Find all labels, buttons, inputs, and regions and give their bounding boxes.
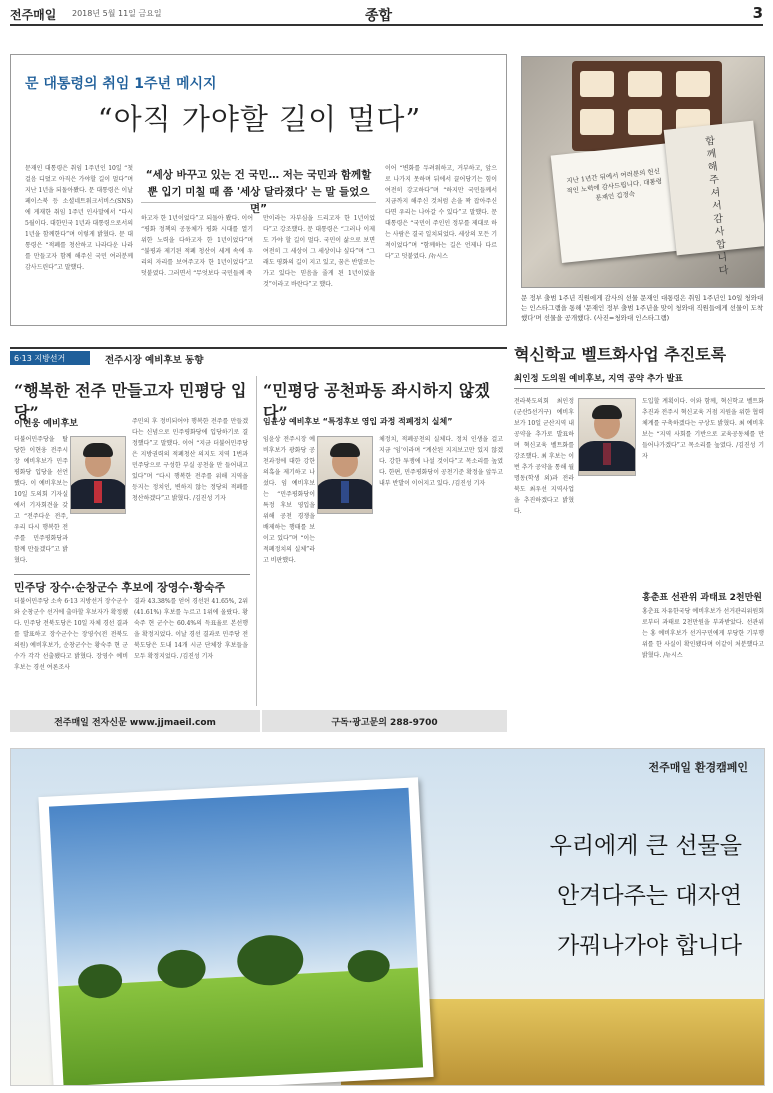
ad-line-1: 우리에게 큰 선물을 [549, 833, 742, 859]
right-story-sub: 최인정 도의원 예비후보, 지역 공약 추가 발표 [514, 372, 765, 389]
lead-headline: “아직 가야할 길이 멀다” [97, 102, 422, 136]
portrait-hair [330, 443, 360, 457]
card-message: 지난 1년간 뒤에서 여러분의 헌신적인 노력에 감사드립니다. 대통령 문재인 김정숙 [565, 167, 663, 203]
story-b [256, 376, 507, 706]
story-a-sub-column-2: 결과 43.38%를 얻어 경선된 41.65%, 2위(41.61%) 후보를 누르고 1위에 올랐다. 황숙주 현 군수는 60.4%의 득표율로 본선행을 확정지었다. 이날 경선 결과로 민주당 전북도당은 도내 14개 시군 단체장 후보들을 모두 확정지었다. /김진성 기자 [134, 598, 248, 660]
right-story [514, 340, 765, 730]
footer-web-banner: 전주매일 전자신문 www.jjmaeil.com [10, 710, 260, 732]
rice-cake [580, 71, 614, 97]
lead-story [10, 54, 507, 326]
story-a-column-1: 더불어민주당을 탈당한 이현웅 전주시장 예비후보가 민주평화당 입당을 선언했다. 이 예비후보는 10일 도의회 기자실에서 기자회견을 갖고 “전주다운 전주, 우리 다시 행복한 전주를 민주평화당과 함께 만들겠다”고 밝혔다. [14, 436, 68, 564]
story-a-headline: “행복한 전주 만들고자 민평당 입당” [14, 381, 247, 422]
masthead [10, 4, 763, 26]
section-name: 종합 [365, 8, 393, 24]
right-sub-column: 홍춘표 자유한국당 예비후보가 선거관리위원회로부터 과태료 2천만원을 부과받았다. 선관위는 홍 예비후보가 선거구민에게 부당한 기부행위를 한 사실이 확인됐다며 이같이 처분했다고 밝혔다. /뉴시스 [642, 608, 764, 659]
story-a-byline: 이현웅 예비후보 [14, 419, 78, 429]
lead-column-3: 만이라는 자부심을 드리고자 한 1년이었다”고 강조했다. 문 대통령은 “그러나 이제도 가야 할 길이 멀다. 국민이 삶으로 보면 여전히 그 세상이 그 세상이냐 싶다”며 “그래도 평화의 길이 지고 있고, 꿈은 반말로는 가고 있다는 믿음을 줄게 된 1년이었을 것”이라고 바란다”고 했다. [263, 215, 375, 288]
story-a [10, 376, 250, 706]
section-badge: 6·13 지방선거 [10, 351, 90, 365]
issue-date: 2018년 5월 11일 금요일 [72, 9, 162, 18]
footer-contact-banner: 구독·광고문의 288-9700 [262, 710, 507, 732]
lead-kicker: 문 대통령의 취임 1주년 메시지 [25, 76, 217, 92]
right-sub-headline: 홍춘표 선관위 과태료 2천만원 [642, 593, 762, 603]
thank-you-card [551, 143, 682, 263]
landscape-postcard [38, 777, 433, 1086]
ad-title: 전주매일 환경캠페인 [648, 761, 748, 774]
gift-photo [521, 56, 765, 288]
portrait-hair [83, 443, 113, 457]
story-b-column-2: 체정치, 적폐공천의 실체다. 정치 인생을 걸고 지금 ‘임’이라며 “계산된 지지보고만 있지 않겠다. 강한 투쟁에 나설 것이다”고 목소리를 높였다. 한편, 민주평화당이 공천기준 확정을 앞두고 내부 반발이 이어지고 있다. /김진성 기자 [379, 436, 503, 487]
story-b-column-1: 임윤상 전주시장 예비후보가 광화당 공천과정에 대한 강한 의혹을 제기하고 나섰다. 임 예비후보는 “민주평화당이 특정 후보 영입을 위해 공천 경쟁을 배제하는 행태를 보이고 있다”며 “이는 적폐정치의 실체”라고 비판했다. [263, 436, 315, 564]
candidate-portrait [70, 436, 126, 514]
page-number: 3 [752, 4, 763, 22]
calligraphy-card [664, 121, 765, 278]
portrait-hair [592, 405, 622, 419]
story-a-sub-column-1: 더불어민주당 소속 6·13 지방선거 장수군수와 순창군수 선거에 출마할 후보자가 확정됐다. 민주당 전북도당은 10일 자체 경선 결과를 발표하고 장수군수는 장영수(전 전북도의원) 예비후보가, 순창군수는 황숙주 현 군수가 각각 선출됐다고 밝혔다. 장영수 예비후보는 경선 여론조사 [14, 598, 128, 671]
lead-pull-quote: “세상 바꾸고 있는 건 국민… 저는 국민과 함께할 뿐 입기 미칠 때 쯤 '세상 달라졌다' 는 말 들었으면” [141, 167, 376, 203]
portrait-tie [94, 481, 102, 503]
rice-cake [580, 109, 614, 135]
rice-cake [628, 71, 662, 97]
rice-cake [676, 71, 710, 97]
story-a-column-2: 주민의 후 정비되어야 행복한 전주를 만들겠다는 신념으로 민주평화당에 입당하기로 결정했다”고 말했다. 이어 “지금 더불어민주당은 지방권력의 적폐청산 의지도 지역 1번과 민주당으로 구성한 부실 공천을 만 들어내고 있다”며 “다시 행복한 전주를 위해 지역을 등지는 정치인, 변하지 않는 정당의 적폐를 청산하겠다”고 밝혔다. /김진성 기자 [132, 418, 248, 502]
section-title: 전주시장 예비후보 동향 [105, 355, 204, 366]
lead-column-2: 하고자 한 1년이었다”고 되돌아 봤다. 이어 “평화 정책의 공동체가 평화 시대를 열기 위한 노력을 다하고자 한 1년이었다”며 “불평과 제기된 적폐 청산이 세계 속에 우리의 자리를 보여주고자 한 1년이었다”고 덧붙였다. 그러면서 “무엇보다 국민들께 죽 [141, 215, 253, 277]
right-story-headline: 혁신학교 벨트화사업 추진토록 [514, 345, 727, 364]
lead-column-4: 이어 “변화를 두려워하고, 거부하고, 앞으로 나가지 못하며 뒤에서 끌어당기는 힘이 여전히 강고하다”며 “하지만 국민들께서 지금까지 해주신 것처럼 손을 꽉 잡아주신다면 우리는 나아갈 수 있다”고 말했다. 문 대통령은 “국민이 주인인 정부를 제대로 하는 사람은 결국 일치되었다. 세상의 모든 기적이었다”며 “함께하는 길은 언제나 다르다”고 덧붙였다. /뉴시스 [385, 165, 497, 260]
lead-column-1: 문재인 대통령은 취임 1주년인 10일 “첫 걸음 디뎠고 아직은 가야할 길이 멀다”며 지난 1년을 되돌아봤다. 문 대통령은 이날 페이스북 등 소셜네트워크서비스(SNS)에 게재한 취임 1주년 인사말에서 “다시 5월이다. 대한민국 1년과 대통령으로서의 1년을 함께한다”며 이렇게 밝혔다. 문 대통령은 “적폐를 청산하고 나라다운 나라를 만들고자 함께 해주신 국민 여러분께 감사드린다”고 말했다. [25, 165, 133, 271]
calligraphy-text: 함께 해주셔서 감사합니다 [704, 135, 730, 278]
candidate-portrait [317, 436, 373, 514]
right-story-column-1: 전라북도의회 최인정(군산5선거구) 예비후보가 10일 군산지역 내 공약을 추가로 발표하며 혁신교육 벨트화를 강조했다. 최 후보는 이번 추가 공약을 통해 월명동(학생 외)과 전라북도 최우선 지역사업을 추진하겠다고 밝혔다. [514, 398, 574, 515]
portrait-tie [341, 481, 349, 503]
story-a-sub-headline: 민주당 장수·순창군수 후보에 장영수·황숙주 [14, 574, 250, 595]
story-b-byline: 임윤상 예비후보 “특정후보 영입 과정 적폐정치 실체” [263, 417, 453, 426]
ad-line-3: 가꿔나가야 합니다 [556, 933, 742, 959]
rice-cake [628, 109, 662, 135]
environment-campaign-ad [10, 748, 765, 1086]
election-section-bar [10, 347, 507, 365]
photo-caption: 문 정부 출범 1주년 직원에게 감사의 선물 문재인 대통령은 취임 1주년인 10일 청와대는 인스타그램을 통해 '문재인 정부 출범 1주년을 맞이 청와대 직원들에게 선물이 도착했다'며 선물을 공개했다. (사진=청와대 인스타그램) [521, 294, 764, 322]
ad-line-2: 안겨다주는 대자연 [556, 883, 742, 909]
portrait-tie [603, 443, 611, 465]
right-story-column-2: 도입할 계획이다. 이와 함께, 혁신학교 벨트화 추진과 전주시 혁신교육 거점 지원을 위한 협력체계를 구축하겠다는 구상도 밝혔다. 최 예비후보는 “지역 사회를 기반으로 교육공동체를 만들어나가겠다”고 목소리를 높였다. /김진성 기자 [642, 398, 764, 460]
story-b-headline: “민평당 공천파동 좌시하지 않겠다” [263, 381, 490, 422]
candidate-portrait [578, 398, 636, 476]
paper-name: 전주매일 [10, 8, 57, 22]
